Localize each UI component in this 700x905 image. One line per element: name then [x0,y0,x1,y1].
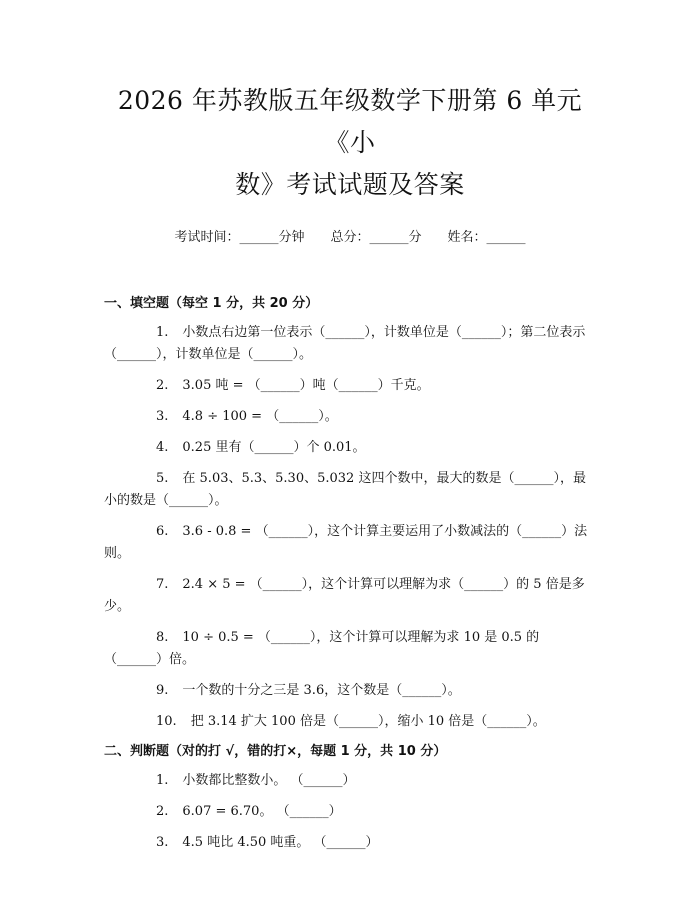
question-number: 8. [156,630,169,645]
question-number: 2. [156,804,169,819]
question-number: 7. [156,577,169,592]
title-line-2: 数》考试试题及答案 [235,170,465,199]
question [104,322,596,366]
question [104,521,596,565]
question-text: 把 3.14 扩大 100 倍是（______），缩小 10 倍是（______）。 [190,714,546,729]
question [104,375,596,397]
question-text: 10 ÷ 0.5 = （______），这个计算可以理解为求 10 是 0.5 的（______）倍。 [104,630,540,667]
question [104,801,596,823]
question [104,627,596,671]
question-number: 10. [156,714,177,729]
question-text: 4.5 吨比 4.50 吨重。 （______） [182,835,379,850]
question-text: 小数点右边第一位表示（______），计数单位是（______）；第二位表示（______），计数单位是（______）。 [104,325,586,362]
section-2-heading: 二、判断题（对的打 √，错的打×，每题 1 分，共 10 分） [104,744,447,759]
question-text: 2.4 × 5 = （______），这个计算可以理解为求（______）的 5 倍是多少。 [104,577,585,614]
question [104,832,596,854]
section-1-heading: 一、填空题（每空 1 分，共 20 分） [104,296,319,311]
section-2-questions [104,770,596,854]
question-text: 4.8 ÷ 100 = （______）。 [182,409,338,424]
question [104,770,596,792]
question-text: 6.07 = 6.70。 （______） [182,804,342,819]
question-number: 3. [156,835,169,850]
question-number: 1. [156,773,169,788]
title-line-1: 2026 年苏教版五年级数学下册第 6 单元《小 [117,86,583,157]
question-text: 0.25 里有（______）个 0.01。 [182,440,366,455]
exam-title [104,80,596,206]
question-text: 一个数的十分之三是 3.6，这个数是（______）。 [182,683,461,698]
question-number: 6. [156,524,169,539]
exam-info [104,228,596,248]
question [104,468,596,512]
question-number: 4. [156,440,169,455]
student-name: 姓名：______ [447,230,526,245]
question-text: 小数都比整数小。 （______） [182,773,356,788]
exam-time: 考试时间：______分钟 [174,230,305,245]
question-number: 9. [156,683,169,698]
question-number: 1. [156,325,169,340]
question-number: 3. [156,409,169,424]
question-text: 3.05 吨 = （______）吨（______）千克。 [182,378,430,393]
question-text: 在 5.03、5.3、5.30、5.032 这四个数中，最大的数是（______），最小的数是（______）。 [104,471,586,508]
question [104,406,596,428]
question [104,574,596,618]
section-1-questions [104,322,596,733]
exam-total-score: 总分：______分 [330,230,422,245]
question-number: 2. [156,378,169,393]
question-text: 3.6 - 0.8 = （______），这个计算主要运用了小数减法的（______）法则。 [104,524,588,561]
question [104,680,596,702]
question [104,711,596,733]
question [104,437,596,459]
question-number: 5. [156,471,169,486]
